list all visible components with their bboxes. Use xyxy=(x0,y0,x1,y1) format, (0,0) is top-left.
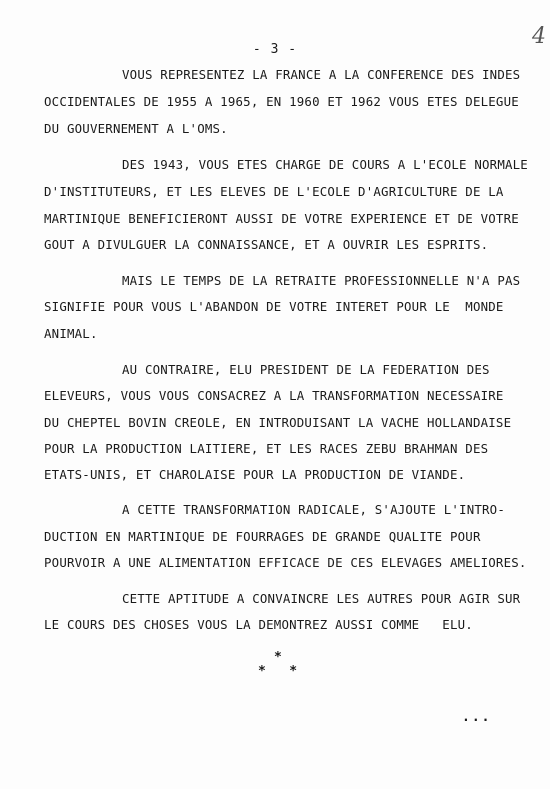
paragraph-4-line-4: POUR LA PRODUCTION LAITIERE, ET LES RACES ZEBU BRAHMAN DES xyxy=(44,441,489,456)
paragraph-5-line-1: A CETTE TRANSFORMATION RADICALE, S'AJOUTE L'INTRO- xyxy=(122,502,505,517)
paragraph-3-line-2: SIGNIFIE POUR VOUS L'ABANDON DE VOTRE INTERET POUR LE MONDE xyxy=(44,299,504,314)
page-number: - 3 - xyxy=(252,42,298,57)
paragraph-1-line-1: VOUS REPRESENTEZ LA FRANCE A LA CONFERENCE DES INDES xyxy=(122,67,521,82)
paragraph-2-line-3: MARTINIQUE BENEFICIERONT AUSSI DE VOTRE EXPERIENCE ET DE VOTRE xyxy=(44,211,519,226)
paragraph-4-line-3: DU CHEPTEL BOVIN CREOLE, EN INTRODUISANT LA VACHE HOLLANDAISE xyxy=(44,415,512,430)
paragraph-5-line-2: DUCTION EN MARTINIQUE DE FOURRAGES DE GRANDE QUALITE POUR xyxy=(44,529,481,544)
paragraph-6-line-2: LE COURS DES CHOSES VOUS LA DEMONTREZ AUSSI COMME ELU. xyxy=(44,617,473,632)
paragraph-3-line-3: ANIMAL. xyxy=(44,326,98,341)
separator-star-top: * xyxy=(274,650,282,665)
paragraph-5-line-3: POURVOIR A UNE ALIMENTATION EFFICACE DE CES ELEVAGES AMELIORES. xyxy=(44,555,527,570)
paragraph-6-line-1: CETTE APTITUDE A CONVAINCRE LES AUTRES POUR AGIR SUR xyxy=(122,591,521,606)
separator-stars-bottom: * * xyxy=(258,664,298,679)
paragraph-3-line-1: MAIS LE TEMPS DE LA RETRAITE PROFESSIONNELLE N'A PAS xyxy=(122,273,521,288)
handwritten-corner-mark: 4 xyxy=(532,24,546,49)
paragraph-2-line-1: DES 1943, VOUS ETES CHARGE DE COURS A L'ECOLE NORMALE xyxy=(122,157,528,172)
paragraph-4-line-1: AU CONTRAIRE, ELU PRESIDENT DE LA FEDERATION DES xyxy=(122,362,490,377)
paragraph-4-line-2: ELEVEURS, VOUS VOUS CONSACREZ A LA TRANSFORMATION NECESSAIRE xyxy=(44,388,504,403)
continuation-ellipsis: ... xyxy=(462,710,492,725)
paragraph-1-line-3: DU GOUVERNEMENT A L'OMS. xyxy=(44,121,228,136)
paragraph-2-line-4: GOUT A DIVULGUER LA CONNAISSANCE, ET A OUVRIR LES ESPRITS. xyxy=(44,237,489,252)
paragraph-4-line-5: ETATS-UNIS, ET CHAROLAISE POUR LA PRODUCTION DE VIANDE. xyxy=(44,467,466,482)
paragraph-2-line-2: D'INSTITUTEURS, ET LES ELEVES DE L'ECOLE D'AGRICULTURE DE LA xyxy=(44,184,504,199)
paragraph-1-line-2: OCCIDENTALES DE 1955 A 1965, EN 1960 ET 1962 VOUS ETES DELEGUE xyxy=(44,94,519,109)
